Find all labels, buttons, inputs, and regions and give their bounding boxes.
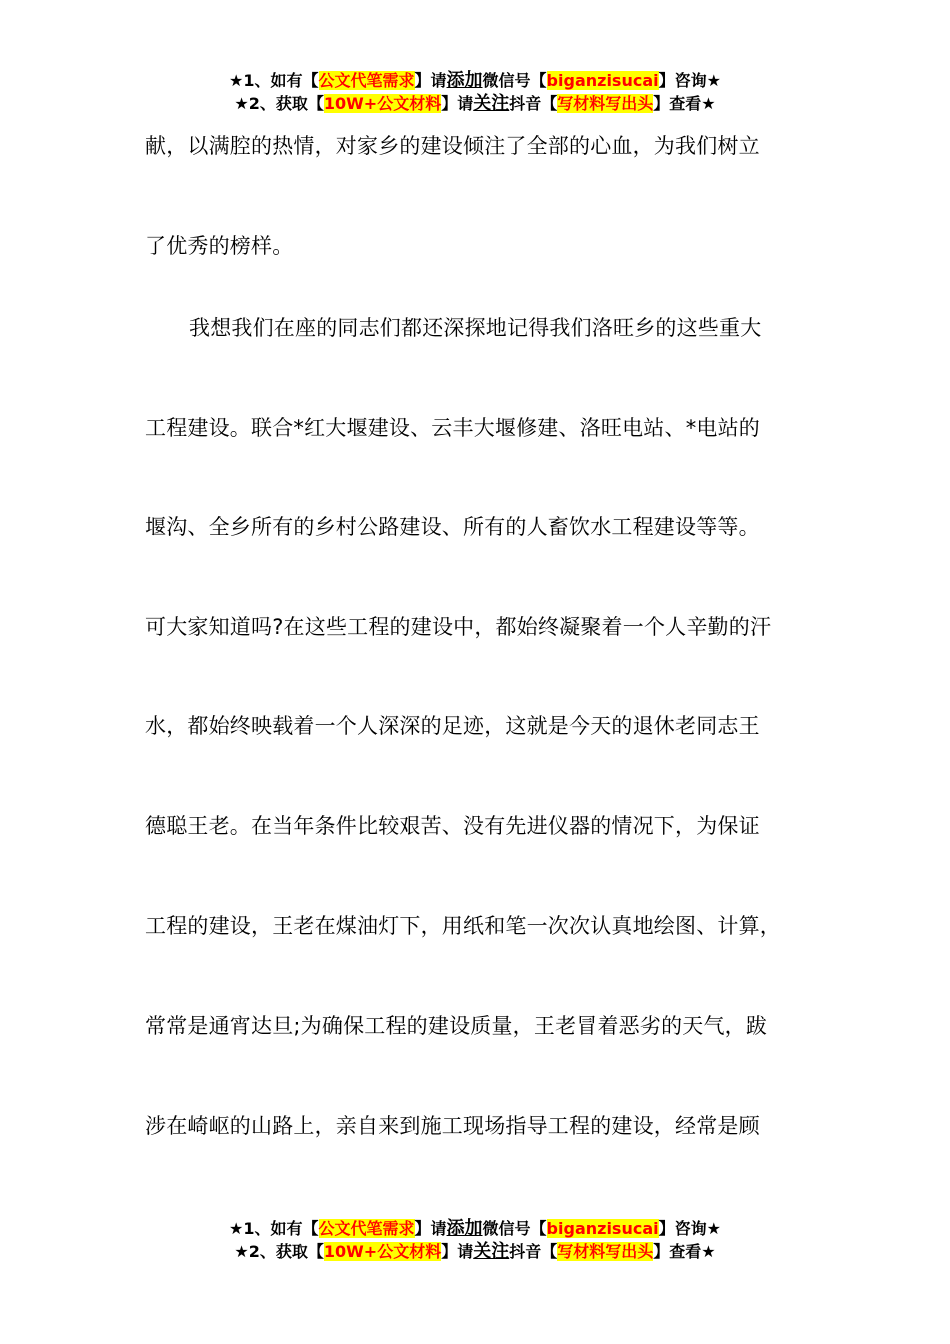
banner-text: 】请 <box>441 94 474 113</box>
body-line: 工程建设。联合*红大堰建设、云丰大堰修建、洛旺电站、*电站的 <box>145 416 760 440</box>
body-line: 了优秀的榜样。 <box>145 234 294 258</box>
banner-text: ★1、如有【 <box>229 1219 319 1238</box>
banner-text: ★2、获取【 <box>234 94 324 113</box>
banner-emphasis: 关注 <box>473 93 510 114</box>
banner-text: 】查看★ <box>653 1242 716 1261</box>
banner-text: 抖音【 <box>509 94 558 113</box>
banner-text: 】咨询★ <box>658 71 721 90</box>
banner-emphasis: 添加 <box>446 70 483 91</box>
banner-text: 】请 <box>414 1219 447 1238</box>
banner-highlight: 10W+公文材料 <box>323 94 442 113</box>
banner-highlight: 写材料写出头 <box>557 94 654 113</box>
banner-highlight: 公文代笔需求 <box>318 71 415 90</box>
footer-banner <box>0 1217 950 1263</box>
body-line: 常常是通宵达旦;为确保工程的建设质量，王老冒着恶劣的天气，跋 <box>145 1014 768 1038</box>
body-line: 水，都始终映载着一个人深深的足迹，这就是今天的退休老同志王 <box>145 714 760 738</box>
banner-line-2 <box>0 1240 950 1263</box>
body-line: 可大家知道吗?在这些工程的建设中，都始终凝聚着一个人辛勤的汗 <box>145 615 772 639</box>
banner-text: 抖音【 <box>509 1242 558 1261</box>
banner-emphasis: 关注 <box>473 1241 510 1262</box>
banner-highlight: 10W+公文材料 <box>323 1242 442 1261</box>
banner-highlight: 公文代笔需求 <box>318 1219 415 1238</box>
body-line: 献，以满腔的热情，对家乡的建设倾注了全部的心血，为我们树立 <box>145 134 760 158</box>
banner-text: 】咨询★ <box>658 1219 721 1238</box>
banner-text: 微信号【 <box>482 1219 547 1238</box>
banner-highlight: biganzisucai <box>546 1219 659 1238</box>
banner-line-2 <box>0 92 950 115</box>
banner-line-1 <box>0 69 950 92</box>
body-line: 我想我们在座的同志们都还深探地记得我们洛旺乡的这些重大 <box>189 316 762 340</box>
banner-emphasis: 添加 <box>446 1218 483 1239</box>
body-line: 德聪王老。在当年条件比较艰苦、没有先进仪器的情况下，为保证 <box>145 814 760 838</box>
body-line: 堰沟、全乡所有的乡村公路建设、所有的人畜饮水工程建设等等。 <box>145 515 760 539</box>
banner-highlight: 写材料写出头 <box>557 1242 654 1261</box>
banner-text: 微信号【 <box>482 71 547 90</box>
banner-line-1 <box>0 1217 950 1240</box>
banner-highlight: biganzisucai <box>546 71 659 90</box>
body-line: 工程的建设，王老在煤油灯下，用纸和笔一次次认真地绘图、计算， <box>145 914 781 938</box>
banner-text: 】查看★ <box>653 94 716 113</box>
body-line: 涉在崎岖的山路上，亲自来到施工现场指导工程的建设，经常是顾 <box>145 1114 760 1138</box>
header-banner <box>0 69 950 115</box>
banner-text: ★2、获取【 <box>234 1242 324 1261</box>
banner-text: ★1、如有【 <box>229 71 319 90</box>
banner-text: 】请 <box>414 71 447 90</box>
banner-text: 】请 <box>441 1242 474 1261</box>
